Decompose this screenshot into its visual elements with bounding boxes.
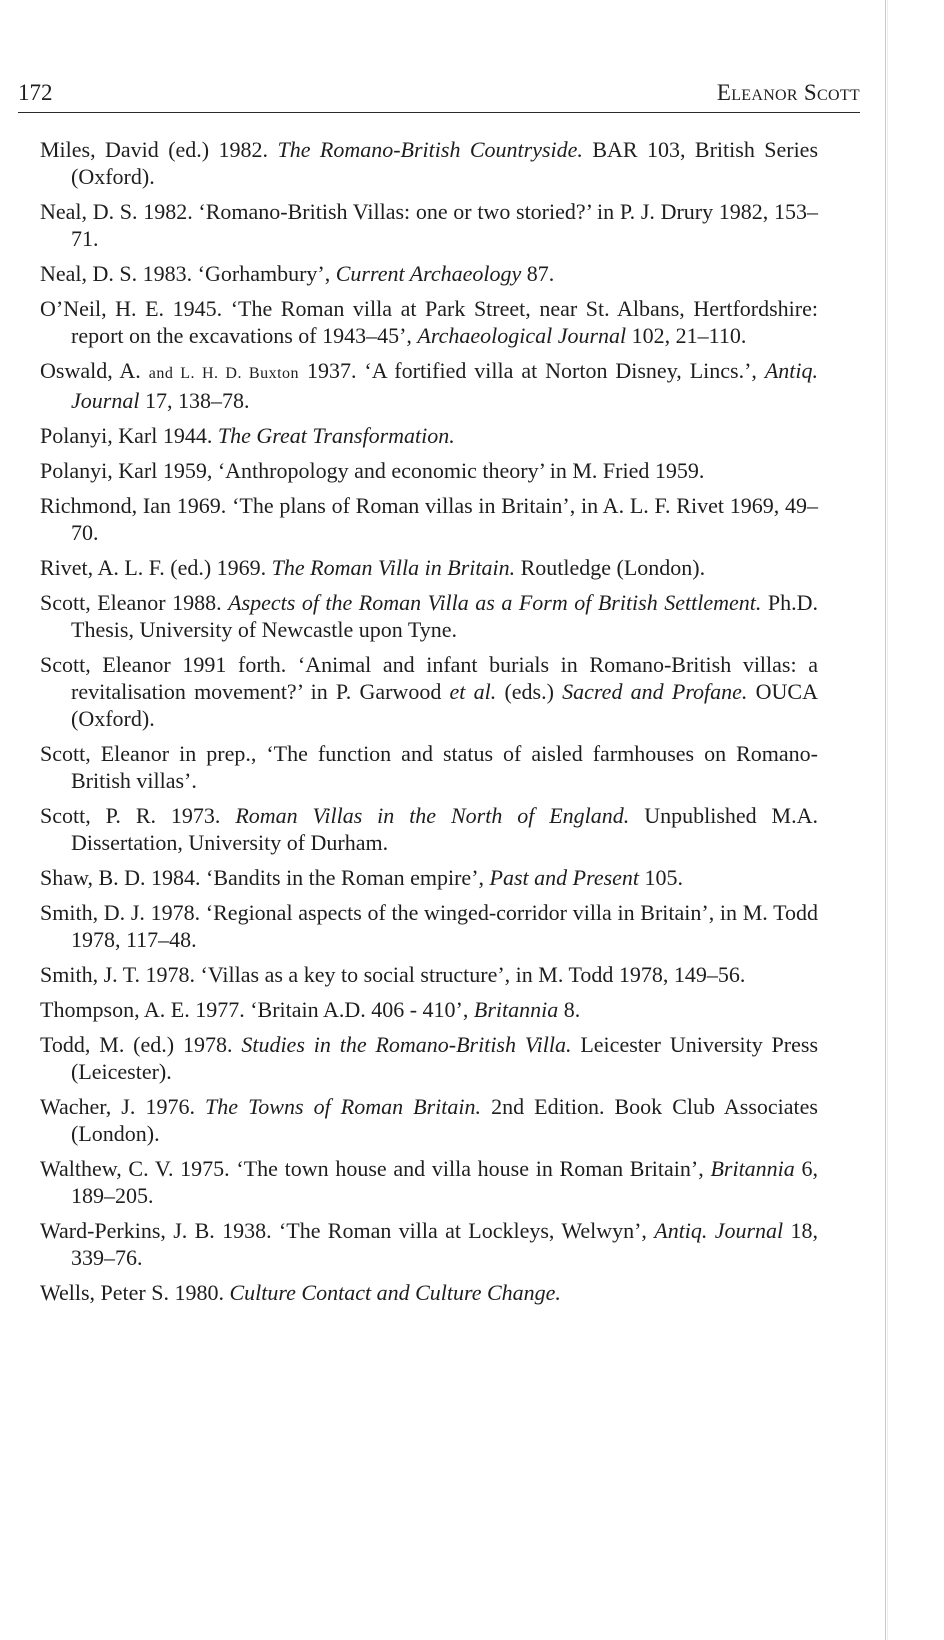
reference-entry	[40, 589, 818, 643]
reference-title-italic: Past and Present	[489, 865, 640, 890]
reference-entry	[40, 260, 818, 287]
reference-title-italic: Aspects of the Roman Villa as a Form of British Settlement.	[228, 590, 762, 615]
reference-entry	[40, 422, 818, 449]
reference-entry	[40, 554, 818, 581]
reference-text: Walthew, C. V. 1975. ‘The town house and villa house in Roman Britain’,	[40, 1156, 711, 1181]
running-head: Eleanor Scott	[716, 80, 860, 105]
reference-entry	[40, 802, 818, 856]
reference-title-italic: Archaeological Journal	[417, 323, 627, 348]
reference-text: 8.	[558, 997, 581, 1022]
reference-list	[40, 136, 818, 1314]
reference-text: Ward-Perkins, J. B. 1938. ‘The Roman villa at Lockleys, Welwyn’,	[40, 1218, 655, 1243]
reference-text: Rivet, A. L. F. (ed.) 1969.	[40, 555, 272, 580]
reference-text: Scott, Eleanor 1988.	[40, 590, 229, 615]
reference-text: Scott, Eleanor 1991 forth. ‘Animal and infant burials in Romano-British villas: a revitalisation movement?’ in P. Garwood	[40, 652, 818, 704]
reference-text: OUCA (Oxford).	[71, 679, 818, 731]
reference-entry	[40, 1093, 818, 1147]
reference-entry	[40, 1279, 818, 1306]
reference-entry	[40, 996, 818, 1023]
reference-title-italic: The Towns of Roman Britain.	[205, 1094, 482, 1119]
reference-text: 18, 339–76.	[71, 1218, 818, 1270]
reference-title-italic: Sacred and Profane.	[562, 679, 748, 704]
reference-text: Smith, D. J. 1978. ‘Regional aspects of the winged-corridor villa in Britain’, in M. Todd 1978, 117–48.	[40, 900, 818, 952]
reference-title-italic: The Roman Villa in Britain.	[271, 555, 516, 580]
reference-text: Shaw, B. D. 1984. ‘Bandits in the Roman empire’,	[40, 865, 490, 890]
reference-text: Miles, David (ed.) 1982.	[40, 137, 278, 162]
reference-text: Ph.D. Thesis, University of Newcastle upon Tyne.	[71, 590, 818, 642]
page-number: 172	[18, 80, 53, 105]
reference-text: Routledge (London).	[515, 555, 706, 580]
reference-text: 17, 138–78.	[139, 388, 250, 413]
reference-text: Wells, Peter S. 1980.	[40, 1280, 230, 1305]
reference-text: Neal, D. S. 1983. ‘Gorhambury’,	[40, 261, 336, 286]
reference-entry	[40, 1031, 818, 1085]
reference-title-italic: Britannia	[473, 997, 559, 1022]
scan-page-edge	[885, 0, 886, 1640]
reference-text: Polanyi, Karl 1944.	[40, 423, 218, 448]
reference-title-italic: Britannia	[710, 1156, 795, 1181]
reference-title-italic: Antiq. Journal	[654, 1218, 784, 1243]
reference-entry	[40, 295, 818, 349]
reference-title-italic: The Great Transformation.	[217, 423, 455, 448]
reference-text: O’Neil, H. E. 1945. ‘The Roman villa at Park Street, near St. Albans, Hertfordshire: report on the excavations of 1943–45’,	[40, 296, 818, 348]
page-header	[18, 78, 860, 113]
reference-text: Unpublished M.A. Dissertation, University of Durham.	[71, 803, 818, 855]
reference-text: Leicester University Press (Leicester).	[71, 1032, 819, 1084]
reference-text: Neal, D. S. 1982. ‘Romano-British Villas: one or two storied?’ in P. J. Drury 1982, 153–71.	[40, 199, 818, 251]
reference-entry	[40, 961, 818, 988]
reference-title-italic: et al.	[449, 679, 497, 704]
reference-entry	[40, 651, 818, 732]
reference-entry	[40, 198, 818, 252]
reference-entry	[40, 1217, 818, 1271]
reference-text: Oswald, A.	[40, 358, 149, 383]
reference-title-italic: Roman Villas in the North of England.	[235, 803, 630, 828]
scan-page-edge-shadow	[887, 0, 888, 1640]
reference-entry	[40, 492, 818, 546]
reference-title-italic: Culture Contact and Culture Change.	[229, 1280, 561, 1305]
reference-title-italic: Antiq. Journal	[71, 358, 818, 413]
reference-text: Thompson, A. E. 1977. ‘Britain A.D. 406 - 410’,	[40, 997, 474, 1022]
reference-text: Polanyi, Karl 1959, ‘Anthropology and economic theory’ in M. Fried 1959.	[40, 458, 705, 483]
reference-text: 87.	[521, 261, 555, 286]
reference-entry	[40, 357, 818, 414]
reference-text: Todd, M. (ed.) 1978.	[40, 1032, 242, 1057]
reference-text: Wacher, J. 1976.	[40, 1094, 206, 1119]
reference-title-italic: The Romano-British Countryside.	[277, 137, 583, 162]
reference-text: Scott, P. R. 1973.	[40, 803, 236, 828]
reference-entry	[40, 899, 818, 953]
reference-entry	[40, 864, 818, 891]
reference-entry	[40, 740, 818, 794]
reference-text: 6, 189–205.	[71, 1156, 819, 1208]
reference-entry	[40, 1155, 818, 1209]
reference-text: 102, 21–110.	[626, 323, 747, 348]
reference-text: 1937. ‘A fortified villa at Norton Disney, Lincs.’,	[299, 358, 765, 383]
reference-text: (eds.)	[496, 679, 563, 704]
reference-text: Scott, Eleanor in prep., ‘The function and status of aisled farmhouses on Romano-British villas’.	[40, 741, 818, 793]
reference-entry	[40, 457, 818, 484]
reference-text: 2nd Edition. Book Club Associates (London).	[71, 1094, 818, 1146]
reference-coauthor: and L. H. D. Buxton	[148, 365, 300, 382]
reference-title-italic: Studies in the Romano-British Villa.	[241, 1032, 572, 1057]
reference-text: Richmond, Ian 1969. ‘The plans of Roman villas in Britain’, in A. L. F. Rivet 1969, 49–70.	[40, 493, 818, 545]
reference-entry	[40, 136, 818, 190]
reference-text: BAR 103, British Series (Oxford).	[71, 137, 819, 189]
reference-text: Smith, J. T. 1978. ‘Villas as a key to social structure’, in M. Todd 1978, 149–56.	[40, 962, 746, 987]
reference-text: 105.	[639, 865, 684, 890]
reference-title-italic: Current Archaeology	[335, 261, 522, 286]
